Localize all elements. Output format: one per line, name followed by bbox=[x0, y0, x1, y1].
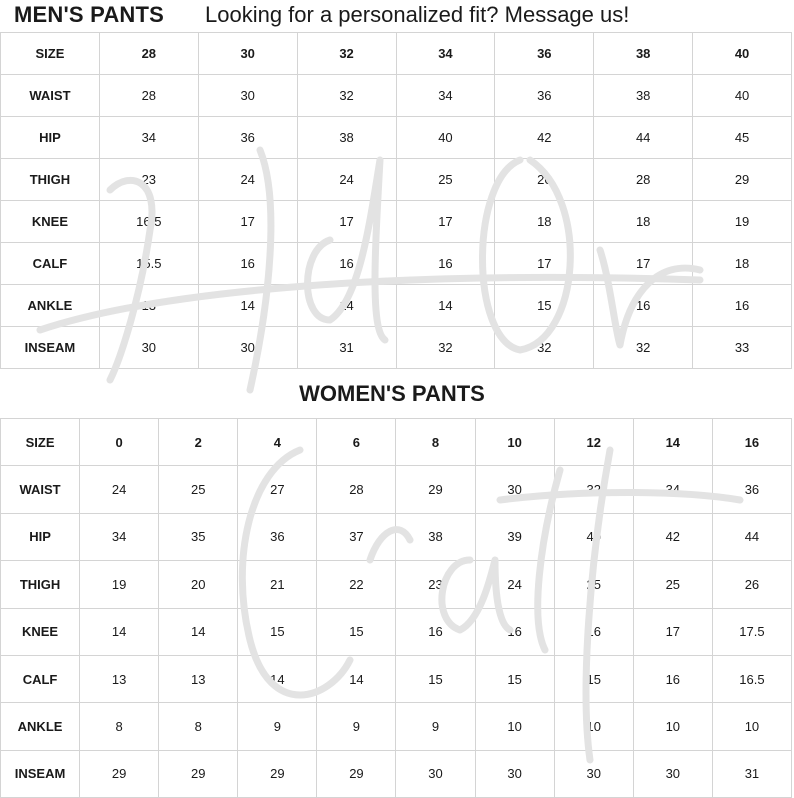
measurement-cell: 17 bbox=[396, 201, 495, 243]
measurement-cell: 8 bbox=[80, 703, 159, 750]
measurement-cell: 15 bbox=[554, 655, 633, 702]
measurement-cell: 36 bbox=[238, 513, 317, 560]
size-header-cell: 10 bbox=[475, 419, 554, 466]
measurement-label-cell: THIGH bbox=[1, 159, 100, 201]
measurement-cell: 36 bbox=[712, 466, 791, 513]
measurement-cell: 15 bbox=[495, 285, 594, 327]
measurement-label-cell: HIP bbox=[1, 117, 100, 159]
size-header-cell: 30 bbox=[198, 33, 297, 75]
measurement-cell: 16 bbox=[693, 285, 792, 327]
size-header-cell: 16 bbox=[712, 419, 791, 466]
measurement-cell: 42 bbox=[495, 117, 594, 159]
size-header-cell: 4 bbox=[238, 419, 317, 466]
measurement-cell: 34 bbox=[633, 466, 712, 513]
size-header-cell: 12 bbox=[554, 419, 633, 466]
table-header-row bbox=[1, 419, 792, 466]
measurement-cell: 14 bbox=[317, 655, 396, 702]
measurement-cell: 24 bbox=[475, 561, 554, 608]
measurement-cell: 35 bbox=[159, 513, 238, 560]
table-row bbox=[1, 750, 792, 797]
measurement-label-cell: WAIST bbox=[1, 75, 100, 117]
table-row bbox=[1, 327, 792, 369]
measurement-cell: 16 bbox=[297, 243, 396, 285]
measurement-cell: 23 bbox=[396, 561, 475, 608]
measurement-cell: 38 bbox=[396, 513, 475, 560]
measurement-label-cell: INSEAM bbox=[1, 327, 100, 369]
measurement-cell: 15 bbox=[238, 608, 317, 655]
size-header-cell: 6 bbox=[317, 419, 396, 466]
measurement-cell: 29 bbox=[693, 159, 792, 201]
measurement-cell: 17 bbox=[594, 243, 693, 285]
table-row bbox=[1, 608, 792, 655]
size-header-cell: 14 bbox=[633, 419, 712, 466]
measurement-cell: 30 bbox=[198, 327, 297, 369]
measurement-cell: 16.5 bbox=[712, 655, 791, 702]
measurement-cell: 15 bbox=[475, 655, 554, 702]
measurement-cell: 36 bbox=[495, 75, 594, 117]
measurement-cell: 25 bbox=[396, 159, 495, 201]
measurement-cell: 13 bbox=[80, 655, 159, 702]
table-row bbox=[1, 703, 792, 750]
measurement-cell: 17 bbox=[495, 243, 594, 285]
measurement-cell: 29 bbox=[317, 750, 396, 797]
measurement-cell: 17 bbox=[633, 608, 712, 655]
measurement-cell: 16 bbox=[594, 285, 693, 327]
measurement-cell: 17 bbox=[297, 201, 396, 243]
measurement-cell: 14 bbox=[198, 285, 297, 327]
size-header-cell: 34 bbox=[396, 33, 495, 75]
header bbox=[0, 0, 794, 32]
table-row bbox=[1, 201, 792, 243]
measurement-cell: 14 bbox=[238, 655, 317, 702]
measurement-cell: 29 bbox=[80, 750, 159, 797]
measurement-cell: 29 bbox=[159, 750, 238, 797]
measurement-cell: 44 bbox=[712, 513, 791, 560]
measurement-cell: 14 bbox=[80, 608, 159, 655]
measurement-cell: 24 bbox=[198, 159, 297, 201]
measurement-cell: 37 bbox=[317, 513, 396, 560]
measurement-cell: 30 bbox=[396, 750, 475, 797]
measurement-cell: 14 bbox=[159, 608, 238, 655]
measurement-cell: 16 bbox=[396, 243, 495, 285]
measurement-cell: 34 bbox=[396, 75, 495, 117]
measurement-cell: 28 bbox=[317, 466, 396, 513]
table-row bbox=[1, 513, 792, 560]
measurement-label-cell: KNEE bbox=[1, 608, 80, 655]
measurement-cell: 32 bbox=[554, 466, 633, 513]
measurement-cell: 31 bbox=[712, 750, 791, 797]
measurement-cell: 29 bbox=[238, 750, 317, 797]
measurement-cell: 25 bbox=[554, 561, 633, 608]
measurement-cell: 16 bbox=[198, 243, 297, 285]
size-header-cell: 32 bbox=[297, 33, 396, 75]
measurement-cell: 9 bbox=[238, 703, 317, 750]
measurement-cell: 16.5 bbox=[99, 201, 198, 243]
personalized-fit-message: Looking for a personalized fit? Message us! bbox=[205, 2, 630, 27]
measurement-cell: 30 bbox=[554, 750, 633, 797]
measurement-cell: 10 bbox=[475, 703, 554, 750]
measurement-label-cell: INSEAM bbox=[1, 750, 80, 797]
measurement-cell: 36 bbox=[198, 117, 297, 159]
measurement-cell: 40 bbox=[554, 513, 633, 560]
measurement-cell: 19 bbox=[693, 201, 792, 243]
measurement-cell: 18 bbox=[594, 201, 693, 243]
measurement-cell: 28 bbox=[99, 75, 198, 117]
measurement-cell: 20 bbox=[159, 561, 238, 608]
measurement-cell: 14 bbox=[297, 285, 396, 327]
measurement-cell: 38 bbox=[594, 75, 693, 117]
table-row bbox=[1, 466, 792, 513]
measurement-cell: 19 bbox=[80, 561, 159, 608]
measurement-cell: 16 bbox=[475, 608, 554, 655]
size-header-cell: 2 bbox=[159, 419, 238, 466]
measurement-cell: 16 bbox=[396, 608, 475, 655]
womens-size-table bbox=[0, 418, 792, 798]
measurement-label-cell: HIP bbox=[1, 513, 80, 560]
mens-size-table bbox=[0, 32, 792, 369]
measurement-label-cell: WAIST bbox=[1, 466, 80, 513]
measurement-cell: 33 bbox=[693, 327, 792, 369]
measurement-cell: 34 bbox=[99, 117, 198, 159]
table-row bbox=[1, 285, 792, 327]
measurement-cell: 32 bbox=[495, 327, 594, 369]
size-header-cell: 0 bbox=[80, 419, 159, 466]
size-header-cell: 40 bbox=[693, 33, 792, 75]
measurement-cell: 25 bbox=[633, 561, 712, 608]
measurement-cell: 9 bbox=[396, 703, 475, 750]
measurement-label-cell: CALF bbox=[1, 243, 100, 285]
womens-pants-title: WOMEN'S PANTS bbox=[299, 381, 485, 406]
measurement-cell: 10 bbox=[712, 703, 791, 750]
size-header-cell: 28 bbox=[99, 33, 198, 75]
measurement-cell: 28 bbox=[594, 159, 693, 201]
mens-pants-title: MEN'S PANTS bbox=[14, 2, 165, 27]
measurement-cell: 45 bbox=[693, 117, 792, 159]
measurement-label-cell: ANKLE bbox=[1, 285, 100, 327]
measurement-cell: 14 bbox=[396, 285, 495, 327]
table-row bbox=[1, 75, 792, 117]
measurement-cell: 15 bbox=[317, 608, 396, 655]
measurement-cell: 30 bbox=[633, 750, 712, 797]
measurement-cell: 40 bbox=[693, 75, 792, 117]
measurement-cell: 18 bbox=[693, 243, 792, 285]
size-label-cell: SIZE bbox=[1, 33, 100, 75]
table-row bbox=[1, 243, 792, 285]
measurement-cell: 8 bbox=[159, 703, 238, 750]
table-row bbox=[1, 159, 792, 201]
measurement-cell: 29 bbox=[396, 466, 475, 513]
measurement-cell: 21 bbox=[238, 561, 317, 608]
measurement-cell: 30 bbox=[198, 75, 297, 117]
measurement-cell: 16 bbox=[633, 655, 712, 702]
measurement-cell: 10 bbox=[554, 703, 633, 750]
measurement-cell: 30 bbox=[475, 750, 554, 797]
measurement-cell: 9 bbox=[317, 703, 396, 750]
measurement-cell: 30 bbox=[99, 327, 198, 369]
measurement-cell: 17.5 bbox=[712, 608, 791, 655]
measurement-cell: 25 bbox=[159, 466, 238, 513]
size-header-cell: 8 bbox=[396, 419, 475, 466]
size-header-cell: 36 bbox=[495, 33, 594, 75]
measurement-cell: 26 bbox=[495, 159, 594, 201]
measurement-cell: 26 bbox=[712, 561, 791, 608]
measurement-cell: 13 bbox=[99, 285, 198, 327]
measurement-cell: 34 bbox=[80, 513, 159, 560]
measurement-cell: 16 bbox=[554, 608, 633, 655]
measurement-label-cell: CALF bbox=[1, 655, 80, 702]
measurement-cell: 32 bbox=[297, 75, 396, 117]
measurement-cell: 32 bbox=[594, 327, 693, 369]
measurement-cell: 38 bbox=[297, 117, 396, 159]
measurement-cell: 18 bbox=[495, 201, 594, 243]
measurement-cell: 39 bbox=[475, 513, 554, 560]
measurement-cell: 30 bbox=[475, 466, 554, 513]
table-header-row bbox=[1, 33, 792, 75]
measurement-cell: 24 bbox=[297, 159, 396, 201]
measurement-cell: 13 bbox=[159, 655, 238, 702]
measurement-cell: 15 bbox=[396, 655, 475, 702]
size-header-cell: 38 bbox=[594, 33, 693, 75]
measurement-cell: 17 bbox=[198, 201, 297, 243]
measurement-cell: 31 bbox=[297, 327, 396, 369]
measurement-label-cell: THIGH bbox=[1, 561, 80, 608]
table-row bbox=[1, 655, 792, 702]
measurement-cell: 42 bbox=[633, 513, 712, 560]
measurement-cell: 40 bbox=[396, 117, 495, 159]
table-row bbox=[1, 561, 792, 608]
measurement-cell: 32 bbox=[396, 327, 495, 369]
measurement-cell: 27 bbox=[238, 466, 317, 513]
measurement-cell: 44 bbox=[594, 117, 693, 159]
measurement-cell: 24 bbox=[80, 466, 159, 513]
size-label-cell: SIZE bbox=[1, 419, 80, 466]
measurement-cell: 23 bbox=[99, 159, 198, 201]
measurement-cell: 10 bbox=[633, 703, 712, 750]
measurement-label-cell: ANKLE bbox=[1, 703, 80, 750]
measurement-cell: 22 bbox=[317, 561, 396, 608]
measurement-label-cell: KNEE bbox=[1, 201, 100, 243]
table-row bbox=[1, 117, 792, 159]
measurement-cell: 15.5 bbox=[99, 243, 198, 285]
